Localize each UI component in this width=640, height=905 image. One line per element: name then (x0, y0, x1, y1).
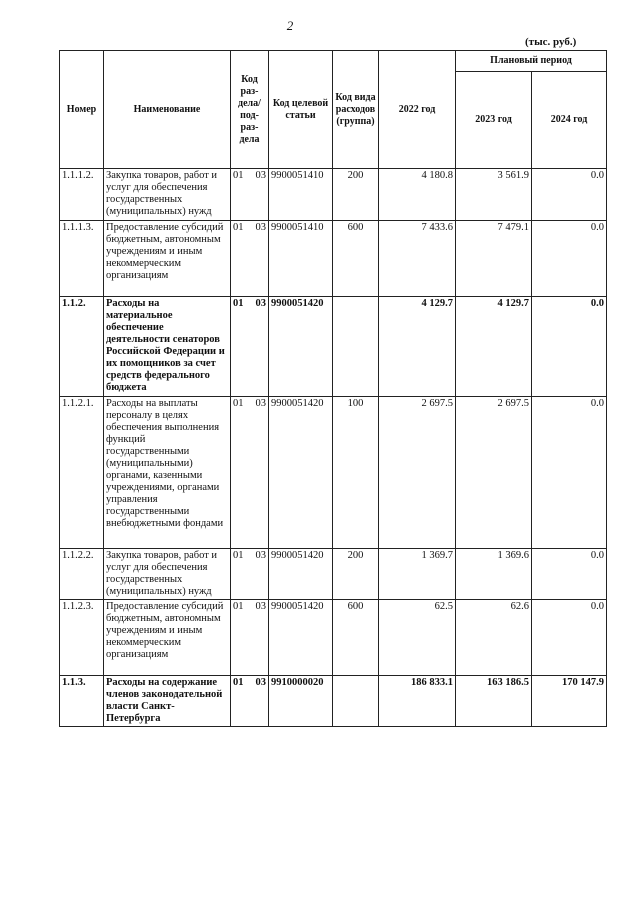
row-value-2022: 2 697.5 (379, 397, 456, 549)
row-name: Расходы на материальное обеспечение деятельности сенаторов Российской Федерации и их помощников за счет средств федерального бюджета (104, 297, 231, 397)
header-section-code: Код раз-дела/ под-раз-дела (231, 51, 269, 169)
row-value-2024: 0.0 (532, 397, 607, 549)
row-subsection-code: 03 (255, 298, 266, 309)
row-expense-code: 200 (333, 549, 379, 600)
row-section-code: 01 (233, 298, 244, 309)
row-section (231, 297, 269, 397)
row-section-code: 01 (233, 677, 244, 688)
row-value-2023: 62.6 (456, 600, 532, 676)
header-year-2023: 2023 год (456, 72, 532, 169)
row-value-2022: 4 129.7 (379, 297, 456, 397)
row-value-2022: 186 833.1 (379, 676, 456, 727)
row-value-2024: 0.0 (532, 600, 607, 676)
row-section (231, 600, 269, 676)
table-row (60, 600, 607, 676)
row-target-code: 9900051420 (269, 600, 333, 676)
header-year-2024: 2024 год (532, 72, 607, 169)
row-value-2022: 62.5 (379, 600, 456, 676)
row-name: Предоставление субсидий бюджетным, автономным учреждениям и иным некоммерческим организациям (104, 600, 231, 676)
row-number: 1.1.2.1. (60, 397, 104, 549)
header-planning-period: Плановый период (456, 51, 607, 72)
header-number: Номер (60, 51, 104, 169)
header-name: Наименование (104, 51, 231, 169)
row-subsection-code: 03 (255, 398, 266, 409)
row-subsection-code: 03 (255, 601, 266, 612)
row-name: Закупка товаров, работ и услуг для обеспечения государственных (муниципальных) нужд (104, 169, 231, 221)
row-section-code: 01 (233, 222, 244, 233)
row-number: 1.1.3. (60, 676, 104, 727)
row-name: Расходы на содержание членов законодательной власти Санкт-Петербурга (104, 676, 231, 727)
table-row (60, 221, 607, 297)
row-target-code: 9900051420 (269, 297, 333, 397)
row-value-2023: 4 129.7 (456, 297, 532, 397)
row-section-code: 01 (233, 601, 244, 612)
row-name: Предоставление субсидий бюджетным, автономным учреждениям и иным некоммерческим организациям (104, 221, 231, 297)
row-value-2022: 7 433.6 (379, 221, 456, 297)
row-value-2024: 0.0 (532, 549, 607, 600)
row-number: 1.1.2.2. (60, 549, 104, 600)
row-expense-code: 200 (333, 169, 379, 221)
row-target-code: 9910000020 (269, 676, 333, 727)
row-section-code: 01 (233, 550, 244, 561)
unit-label: (тыс. руб.) (525, 36, 577, 48)
row-expense-code: 600 (333, 221, 379, 297)
row-value-2022: 1 369.7 (379, 549, 456, 600)
row-subsection-code: 03 (255, 222, 266, 233)
row-name: Закупка товаров, работ и услуг для обеспечения государственных (муниципальных) нужд (104, 549, 231, 600)
row-value-2023: 163 186.5 (456, 676, 532, 727)
table-row (60, 676, 607, 727)
row-value-2023: 7 479.1 (456, 221, 532, 297)
table-row (60, 549, 607, 600)
row-target-code: 9900051420 (269, 397, 333, 549)
row-value-2023: 3 561.9 (456, 169, 532, 221)
header-target-code: Код целевой статьи (269, 51, 333, 169)
row-target-code: 9900051410 (269, 169, 333, 221)
row-target-code: 9900051420 (269, 549, 333, 600)
row-number: 1.1.2.3. (60, 600, 104, 676)
budget-table (59, 50, 607, 727)
row-expense-code: 100 (333, 397, 379, 549)
table-row (60, 297, 607, 397)
row-value-2024: 0.0 (532, 221, 607, 297)
page-number: 2 (286, 18, 294, 33)
row-value-2024: 0.0 (532, 297, 607, 397)
row-expense-code (333, 297, 379, 397)
row-number: 1.1.2. (60, 297, 104, 397)
row-target-code: 9900051410 (269, 221, 333, 297)
row-value-2022: 4 180.8 (379, 169, 456, 221)
row-value-2023: 2 697.5 (456, 397, 532, 549)
row-subsection-code: 03 (255, 550, 266, 561)
header-expense-code: Код вида расходов (группа) (333, 51, 379, 169)
row-section-code: 01 (233, 398, 244, 409)
row-section-code: 01 (233, 170, 244, 181)
row-value-2024: 0.0 (532, 169, 607, 221)
row-section (231, 397, 269, 549)
row-section (231, 221, 269, 297)
row-expense-code (333, 676, 379, 727)
row-value-2024: 170 147.9 (532, 676, 607, 727)
row-number: 1.1.1.2. (60, 169, 104, 221)
table-row (60, 169, 607, 221)
row-section (231, 169, 269, 221)
table-row (60, 397, 607, 549)
row-section (231, 676, 269, 727)
header-year-2022: 2022 год (379, 51, 456, 169)
row-subsection-code: 03 (255, 170, 266, 181)
row-expense-code: 600 (333, 600, 379, 676)
row-subsection-code: 03 (255, 677, 266, 688)
row-number: 1.1.1.3. (60, 221, 104, 297)
row-value-2023: 1 369.6 (456, 549, 532, 600)
row-name: Расходы на выплаты персоналу в целях обеспечения выполнения функций государственными (муниципальными) органами, казенными учреждениями, органами управления государственными внебюджетными фондами (104, 397, 231, 549)
row-section (231, 549, 269, 600)
